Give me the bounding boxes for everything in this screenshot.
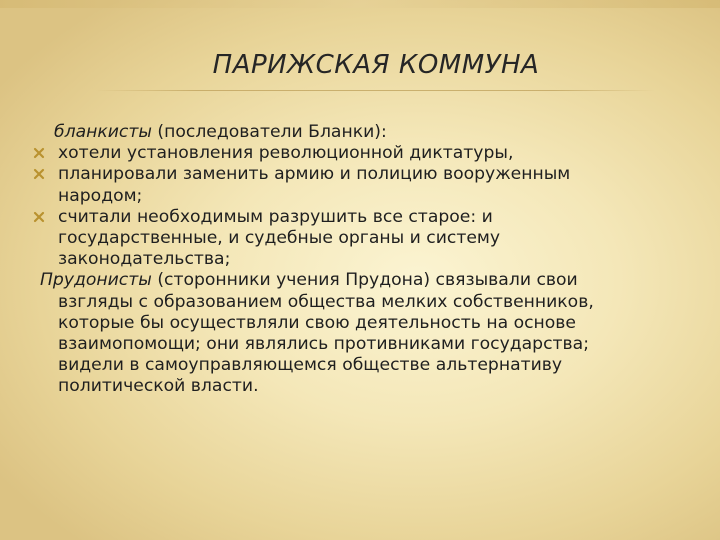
x-mark-bullet-icon	[32, 167, 46, 181]
top-decor-stripe	[0, 0, 720, 8]
bullet-text: планировали заменить армию и полицию вооруженным	[58, 164, 571, 185]
proudhonists-intro	[30, 270, 695, 291]
proudhonists-intro-text: (сторонники учения Прудона) связывали свои	[151, 270, 578, 291]
slide-title: ПАРИЖСКАЯ КОММУНА	[212, 50, 540, 80]
blanquists-intro-text: (последователи Бланки):	[151, 122, 387, 142]
list-item	[30, 207, 695, 228]
bullet-text: хотели установления революционной диктатуры,	[58, 143, 514, 164]
proudhonists-text-line: взаимопомощи; они являлись противниками государства;	[58, 334, 589, 355]
proudhonists-text-line: которые бы осуществляли свою деятельность на основе	[58, 312, 576, 333]
bullet-text: считали необходимым разрушить все старое: и	[58, 206, 493, 227]
slide-body	[30, 122, 695, 398]
blanquists-intro	[30, 122, 695, 143]
title-underline	[95, 90, 655, 91]
bullet-text-continuation: государственные, и судебные органы и систему	[58, 228, 501, 249]
bullet-text-continuation: законодательства;	[58, 249, 231, 270]
proudhonists-text-line: видели в самоуправляющемся обществе альтернативу	[58, 355, 563, 376]
blanquists-term: бланкисты	[54, 122, 152, 142]
x-mark-bullet-icon	[32, 146, 46, 160]
x-mark-bullet-icon	[32, 210, 46, 224]
proudhonists-term: Прудонисты	[40, 270, 152, 291]
bullet-text-continuation: народом;	[58, 185, 143, 206]
proudhonists-text-line: политической власти.	[58, 376, 259, 397]
list-item	[30, 143, 695, 164]
proudhonists-text-line: взгляды с образованием общества мелких собственников,	[58, 291, 594, 312]
list-item	[30, 164, 695, 185]
